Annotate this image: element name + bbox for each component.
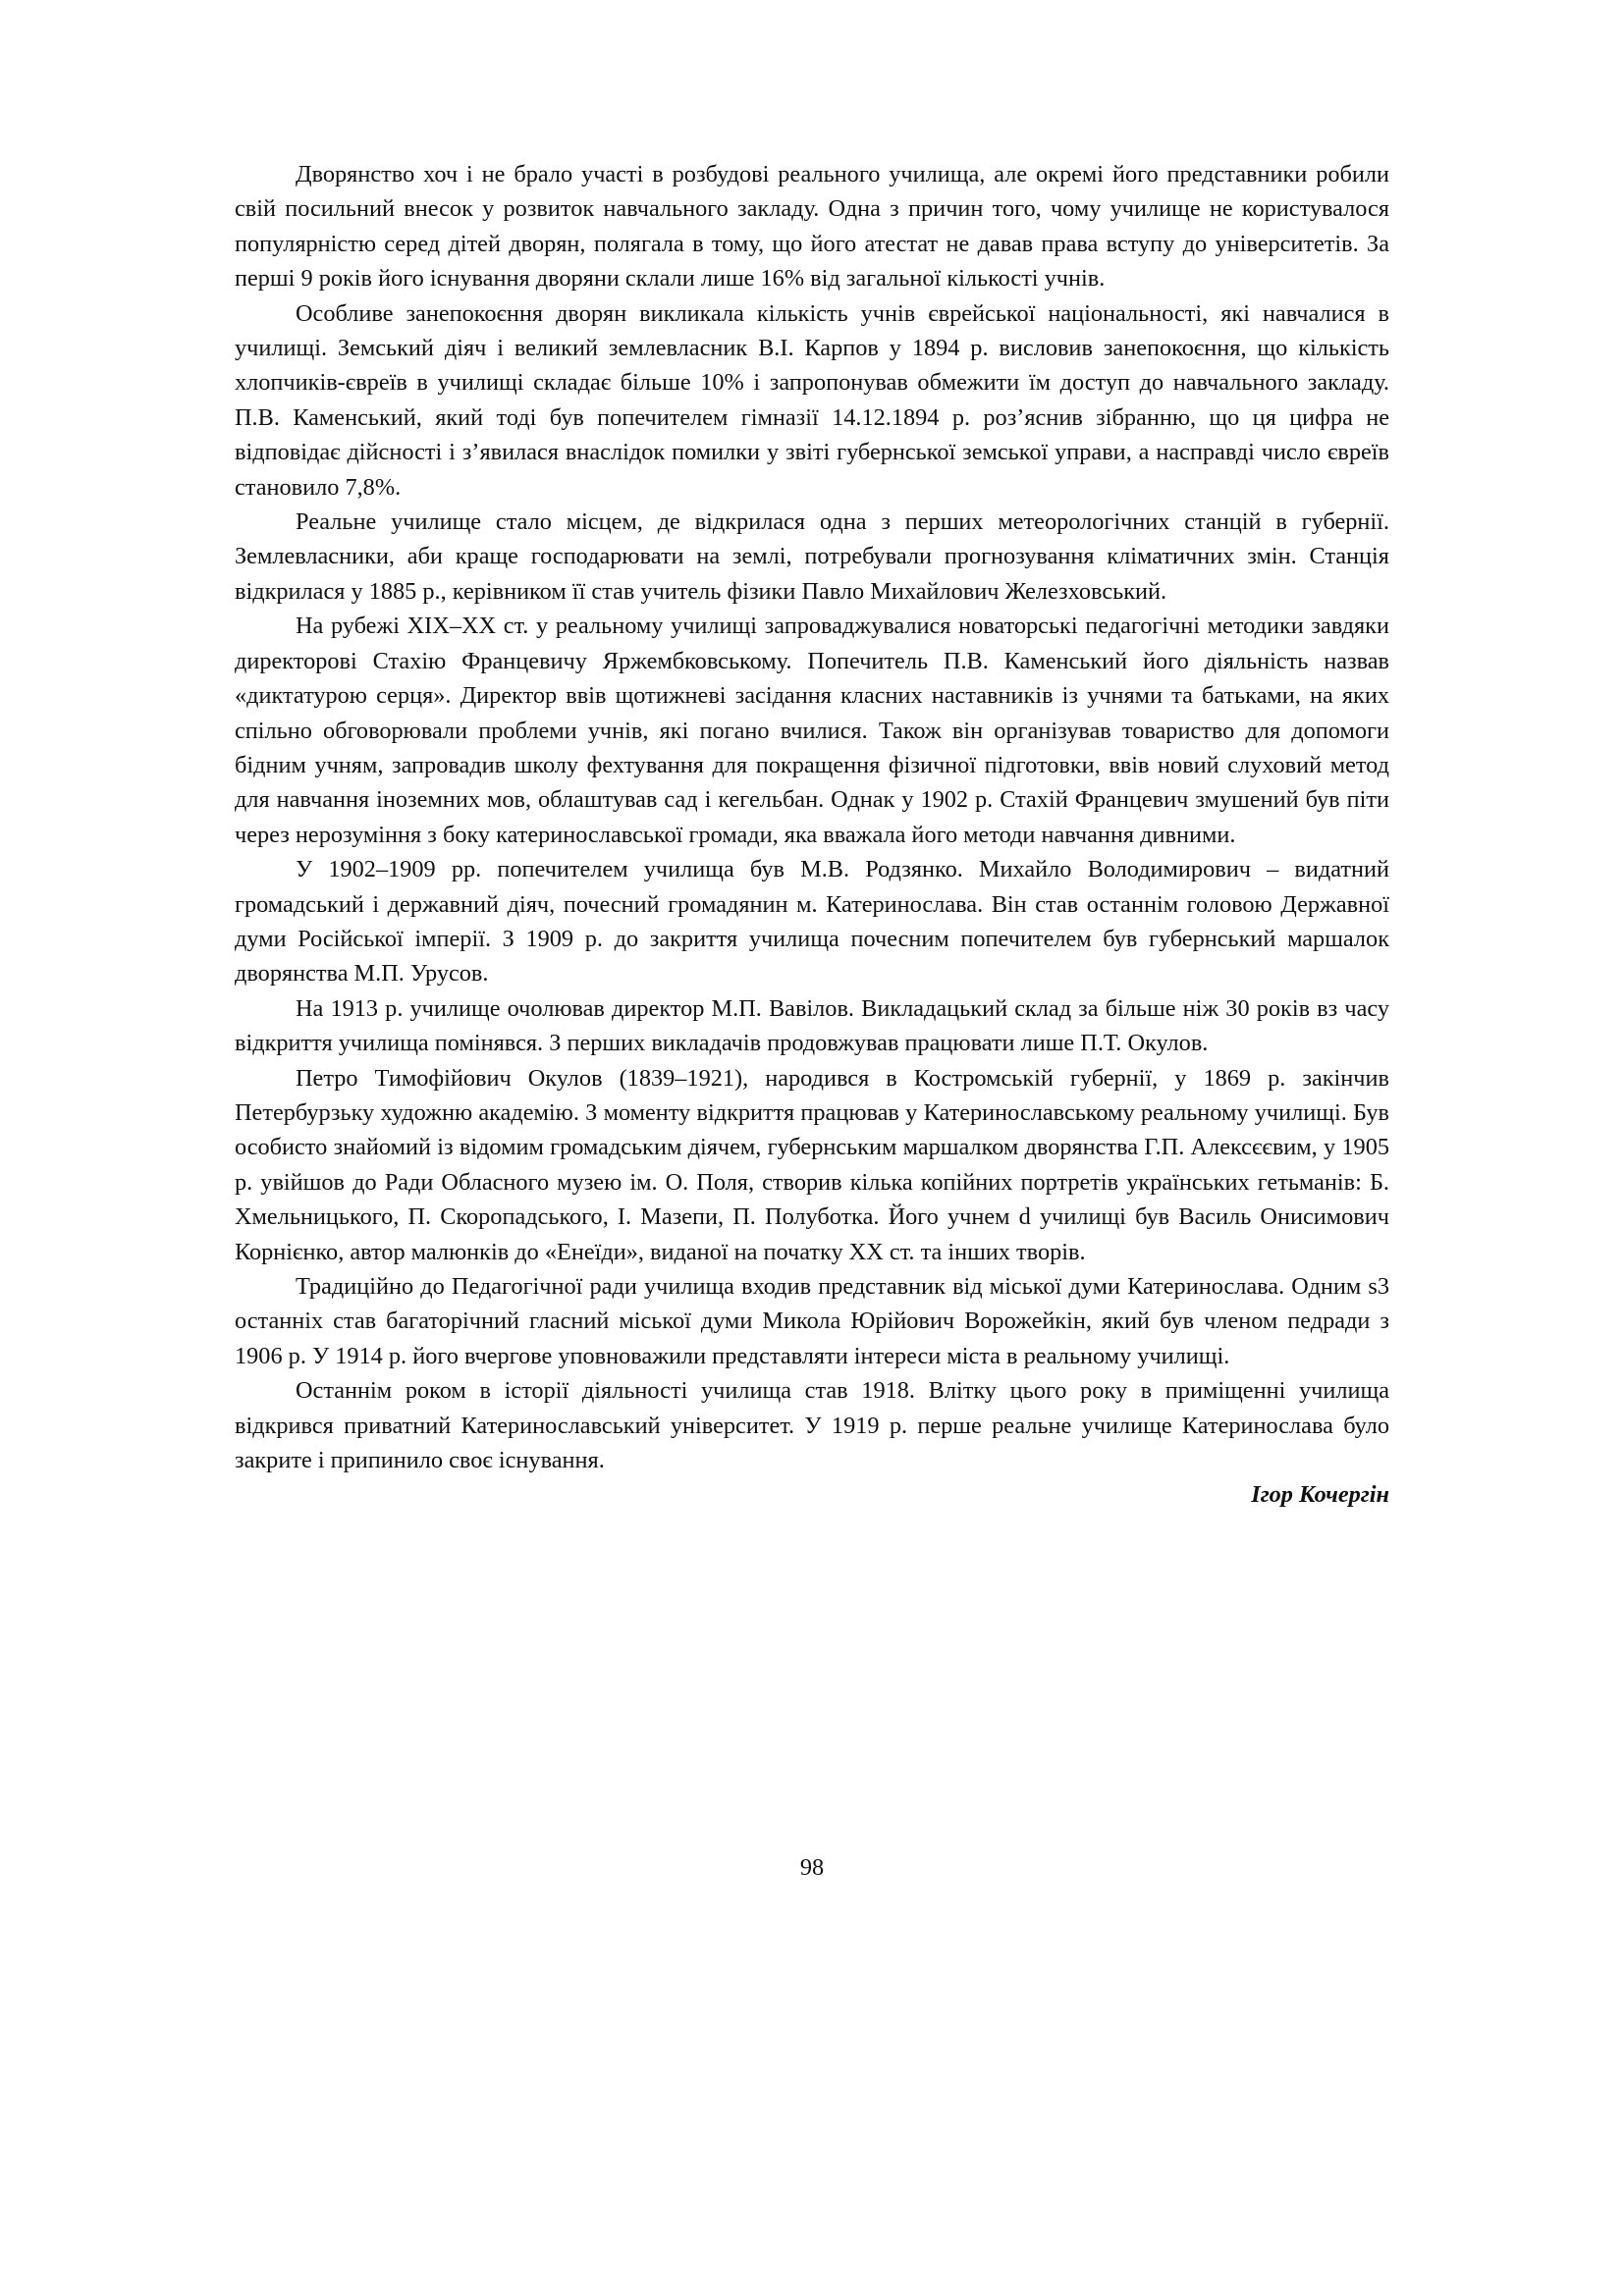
document-body [235, 157, 1389, 1513]
paragraph: Особливе занепокоєння дворян викликала кількість учнів єврейської національності, які навчалися в училищі. Земський діяч і великий землевласник В.І. Карпов у 1894 р. висловив занепокоєння, що кількість хлопчиків-євреїв в училищі складає більше 10% і запропонував обмежити їм доступ до навчального закладу. П.В. Каменський, який тоді був попечителем гімназії 14.12.1894 р. роз’яснив зібранню, що ця цифра не відповідає дійсності і з’явилася внаслідок помилки у звіті губернської земської управи, а насправді число євреїв становило 7,8%. [235, 299, 1389, 501]
author-signature: Ігор Кочергін [1251, 1481, 1389, 1509]
paragraph: Реальне училище стало місцем, де відкрилася одна з перших метеорологічних станцій в губернії. Землевласники, аби краще господарювати на землі, потребували прогнозування кліматичних змін. Станція відкрилася у 1885 р., керівником її став учитель фізики Павло Михайлович Железховський. [235, 508, 1389, 605]
paragraph: Дворянство хоч і не брало участі в розбудові реального училища, але окремі його представники робили свій посильний внесок у розвиток навчального закладу. Одна з причин того, чому училище не користувалося популярністю серед дітей дворян, полягала в тому, що його атестат не давав права вступу до університетів. За перші 9 років його існування дворяни склали лише 16% від загальної кількості учнів. [235, 161, 1389, 293]
page-number: 98 [799, 1854, 825, 1881]
paragraph: На 1913 р. училище очолював директор М.П. Вавілов. Викладацький склад за більше ніж 30 років вз часу відкриття училища помінявся. З перших викладачів продовжував працювати лише П.Т. Окулов. [235, 994, 1389, 1057]
paragraph: Останнім роком в історії діяльності училища став 1918. Влітку цього року в приміщенні училища відкрився приватний Катеринославський університет. У 1919 р. перше реальне училище Катеринослава було закрите і припинило своє існування. [235, 1377, 1389, 1474]
paragraph: Традиційно до Педагогічної ради училища входив представник від міської думи Катеринослава. Одним s3 останніх став багаторічний гласний міської думи Микола Юрійович Ворожейкін, який був членом педради з 1906 р. У 1914 р. його вчергове уповноважили представляти інтереси міста в реальному училищі. [235, 1273, 1389, 1369]
paragraph: У 1902–1909 рр. попечителем училища був М.В. Родзянко. Михайло Володимирович – видатний громадський і державний діяч, почесний громадянин м. Катеринослава. Він став останнім головою Державної думи Російської імперії. З 1909 р. до закриття училища почесним попечителем був губернський маршалок дворянства М.П. Урусов. [235, 856, 1389, 988]
paragraph: Петро Тимофійович Окулов (1839–1921), народився в Костромській губернії, у 1869 р. закінчив Петербурзьку художню академію. З моменту відкриття працював у Катеринославському реальному училищі. Був особисто знайомий із відомим громадським діячем, губернським маршалком дворянства Г.П. Алексєєвим, у 1905 р. увійшов до Ради Обласного музею ім. О. Поля, створив кілька копійних портретів українських гетьманів: Б. Хмельницького, П. Скоропадського, І. Мазепи, П. Полуботка. Його учнем d училищі був Василь Онисимович Корнієнко, автор малюнків до «Енеїди», виданої на початку ХХ ст. та інших творів. [235, 1064, 1389, 1265]
paragraph: На рубежі ХІХ–ХХ ст. у реальному училищі запроваджувалися новаторські педагогічні методики завдяки директорові Стахію Францевичу Яржембковському. Попечитель П.В. Каменський його діяльність назвав «диктатурою серця». Директор ввів щотижневі засідання класних наставників із учнями та батьками, на яких спільно обговорювали проблеми учнів, які погано вчилися. Також він організував товариство для допомоги бідним учням, запровадив школу фехтування для покращення фізичної підготовки, ввів новий слуховий метод для навчання іноземних мов, облаштував сад і кегельбан. Однак у 1902 р. Стахій Францевич змушений був піти через нерозуміння з боку катеринославської громади, яка вважала його методи навчання дивними. [235, 613, 1389, 848]
